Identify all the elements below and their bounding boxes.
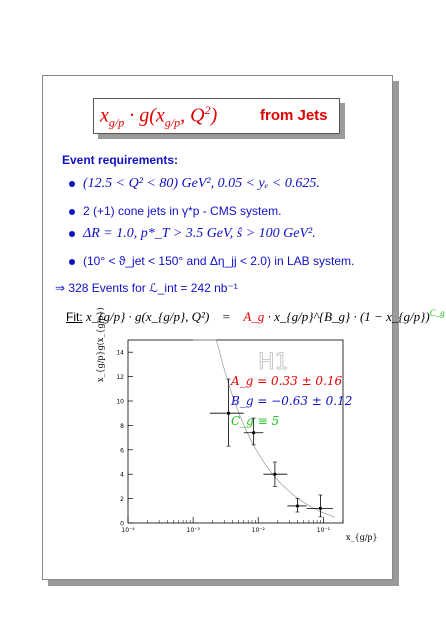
- x-tick-label: 10⁻¹: [316, 527, 331, 534]
- slide: [42, 75, 445, 580]
- title-box: [93, 98, 340, 134]
- y-tick-label: 6: [120, 447, 124, 455]
- bullet-icon: [69, 259, 75, 265]
- point-marker: [227, 412, 230, 415]
- point-marker: [296, 504, 299, 507]
- y-tick-label: 10: [116, 398, 124, 406]
- y-axis-label: x_{g/p}g(x_{g/p}): [96, 307, 105, 382]
- x-axis-label: x_{g/p}: [346, 533, 378, 542]
- data-point: [287, 499, 306, 512]
- requirements-heading: Event requirements:: [62, 153, 179, 167]
- data-point: [263, 462, 287, 486]
- requirement-item-1: (12.5 < Q² < 80) GeV², 0.05 < yₑ < 0.625.: [69, 176, 320, 192]
- requirement-item-3: ΔR = 1.0, p*_T > 3.5 GeV, ŝ > 100 GeV².: [69, 226, 316, 242]
- bullet-icon: [69, 209, 75, 215]
- y-tick-label: 14: [116, 349, 124, 357]
- requirement-item-4: (10° < ϑ_jet < 150° and Δη_jj < 2.0) in LAB system.: [69, 254, 354, 268]
- x-tick-label: 10⁻³: [186, 527, 200, 534]
- fit-label: Fit:: [66, 310, 83, 324]
- y-tick-label: 2: [120, 496, 124, 504]
- fit-equals: =: [222, 309, 230, 324]
- requirement-item-2: 2 (+1) cone jets in γ*p - CMS system.: [69, 204, 281, 218]
- fit-parameter-label: A_g = 0.33 ± 0.16: [231, 374, 343, 388]
- fit-exponent: C_g: [429, 308, 445, 318]
- x-tick-label: 10⁻⁴: [121, 527, 135, 534]
- x-tick-label: 10⁻²: [251, 527, 265, 534]
- fit-parameter-label: C_g ≡ 5: [231, 414, 280, 428]
- fit-rhs: · x_{g/p}^{B_g} · (1 − x_{g/p}): [267, 309, 430, 324]
- point-marker: [252, 431, 255, 434]
- point-marker: [273, 473, 276, 476]
- plot-frame: [128, 340, 343, 523]
- data-point: [306, 495, 332, 517]
- y-tick-label: 12: [116, 374, 124, 382]
- title-formula: $x_{g/p} \cdot g(x_{g/p}$, $Q^2$): [100, 103, 218, 130]
- y-tick-label: 4: [120, 471, 124, 479]
- y-tick-label: 0: [120, 520, 124, 528]
- fit-formula: [66, 308, 445, 325]
- fit-parameter-label: B_g = −0.63 ± 0.12: [231, 394, 353, 408]
- fit-coefficient: A_g: [243, 309, 265, 324]
- h1-watermark: H1: [258, 350, 289, 375]
- y-tick-label: 8: [120, 422, 124, 430]
- bullet-icon: [69, 231, 75, 237]
- fit-lhs: x_{g/p} · g(x_{g/p}, Q²): [86, 309, 210, 324]
- events-line: ⇒ 328 Events for ℒ_int = 242 nb⁻¹: [55, 281, 238, 295]
- title-suffix: from Jets: [260, 107, 328, 124]
- point-marker: [319, 507, 322, 510]
- bullet-icon: [69, 181, 75, 187]
